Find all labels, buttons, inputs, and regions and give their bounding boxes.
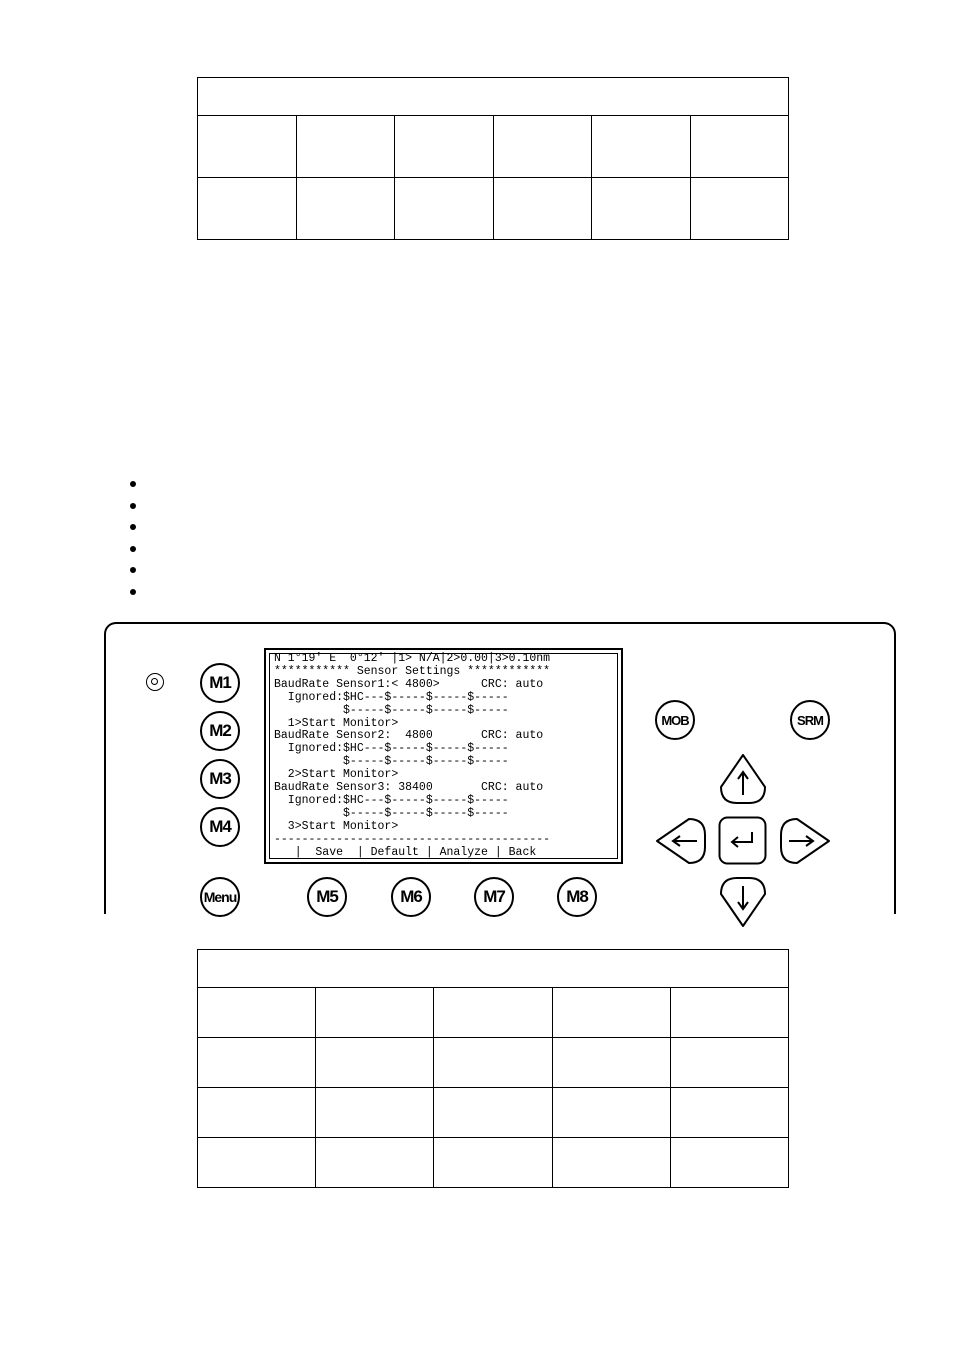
lcd-line: BaudRate Sensor3: 38400 CRC: auto xyxy=(274,781,544,795)
table-cell xyxy=(198,950,789,988)
table-cell xyxy=(670,1088,788,1138)
table-cell xyxy=(434,1138,552,1188)
table-cell xyxy=(690,116,789,178)
lcd-line: BaudRate Sensor1:< 4800> CRC: auto xyxy=(274,677,544,691)
table-cell xyxy=(198,178,297,240)
table-cell xyxy=(592,116,691,178)
table-bottom xyxy=(197,949,789,1188)
lcd-line: $-----$-----$-----$----- xyxy=(274,703,509,717)
table-cell xyxy=(198,116,297,178)
table-row xyxy=(198,178,789,240)
arrow-left-icon[interactable] xyxy=(655,817,707,865)
table-cell xyxy=(198,78,789,116)
table-cell xyxy=(670,1138,788,1188)
table-cell xyxy=(198,988,316,1038)
table-cell xyxy=(316,1088,434,1138)
lcd-line: 3>Start Monitor> xyxy=(274,819,399,833)
table-cell xyxy=(552,1088,670,1138)
table-row xyxy=(198,988,789,1038)
lcd-line: 2>Start Monitor> xyxy=(274,768,399,782)
enter-icon[interactable] xyxy=(718,816,767,865)
lcd-line: $-----$-----$-----$----- xyxy=(274,755,509,769)
lcd-line: | Save | Default | Analyze | Back xyxy=(274,845,537,859)
lcd-line: *********** Sensor Settings ************ xyxy=(274,664,551,678)
table-cell xyxy=(434,1088,552,1138)
lcd-line: 1>Start Monitor> xyxy=(274,716,399,730)
table-cell xyxy=(434,1038,552,1088)
menu-button[interactable]: Menu xyxy=(200,877,240,917)
m7-button[interactable]: M7 xyxy=(474,877,514,917)
m5-button[interactable]: M5 xyxy=(307,877,347,917)
table-cell xyxy=(395,116,494,178)
table-cell xyxy=(670,988,788,1038)
m2-button[interactable]: M2 xyxy=(200,711,240,751)
arrow-down-icon[interactable] xyxy=(719,876,767,928)
table-cell xyxy=(552,1038,670,1088)
lcd-screen xyxy=(264,648,623,864)
table-cell xyxy=(316,1038,434,1088)
lcd-text xyxy=(274,653,550,860)
arrow-up-icon[interactable] xyxy=(719,753,767,805)
table-cell xyxy=(296,116,395,178)
m4-button[interactable]: M4 xyxy=(200,807,240,847)
lcd-line: BaudRate Sensor2: 4800 CRC: auto xyxy=(274,729,544,743)
table-cell xyxy=(592,178,691,240)
lcd-line: $-----$-----$-----$----- xyxy=(274,806,509,820)
table-row xyxy=(198,1088,789,1138)
table-cell xyxy=(316,1138,434,1188)
table-top xyxy=(197,77,789,240)
table-cell xyxy=(690,178,789,240)
table-cell xyxy=(552,1138,670,1188)
lcd-line: Ignored:$HC---$-----$-----$----- xyxy=(274,742,509,756)
table-cell xyxy=(198,1088,316,1138)
lcd-line: Ignored:$HC---$-----$-----$----- xyxy=(274,690,509,704)
srm-button[interactable]: SRM xyxy=(790,700,830,740)
table-cell xyxy=(670,1038,788,1088)
lcd-line: ---------------------------------------- xyxy=(274,832,551,846)
table-cell xyxy=(198,1138,316,1188)
lcd-line: N 1°19' E 0°12' |1> N/A|2>0.00|3>0.10nm xyxy=(274,652,551,665)
table-cell xyxy=(395,178,494,240)
table-row xyxy=(198,1038,789,1088)
table-cell xyxy=(316,988,434,1038)
table-row xyxy=(198,1138,789,1188)
m6-button[interactable]: M6 xyxy=(391,877,431,917)
table-cell xyxy=(552,988,670,1038)
lcd-line: Ignored:$HC---$-----$-----$----- xyxy=(274,793,509,807)
mob-button[interactable]: MOB xyxy=(655,700,695,740)
m3-button[interactable]: M3 xyxy=(200,759,240,799)
m1-button[interactable]: M1 xyxy=(200,663,240,703)
indicator-led-icon xyxy=(146,673,164,691)
table-header-row xyxy=(198,78,789,116)
table-cell xyxy=(198,1038,316,1088)
table-cell xyxy=(493,178,592,240)
table-cell xyxy=(493,116,592,178)
arrow-right-icon[interactable] xyxy=(779,817,831,865)
table-cell xyxy=(434,988,552,1038)
table-cell xyxy=(296,178,395,240)
table-header-row xyxy=(198,950,789,988)
m8-button[interactable]: M8 xyxy=(557,877,597,917)
table-row xyxy=(198,116,789,178)
